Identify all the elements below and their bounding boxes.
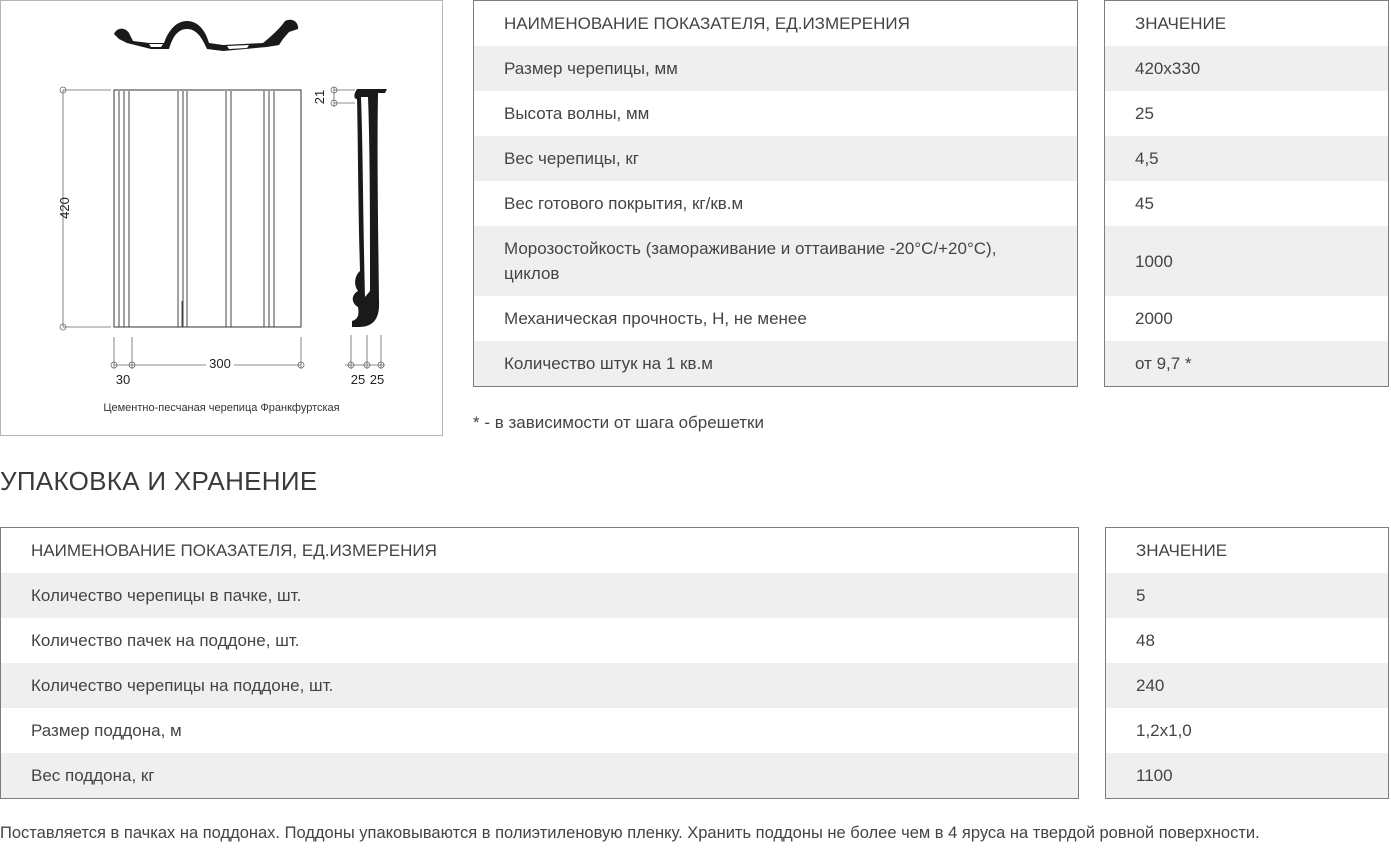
- table-row: [1, 618, 1078, 663]
- row-name: Количество штук на 1 кв.м: [504, 354, 713, 373]
- table-row: [1106, 618, 1388, 663]
- row-value: 4,5: [1135, 149, 1159, 168]
- row-value: 25: [1135, 104, 1154, 123]
- packaging-value-table: [1105, 527, 1389, 799]
- row-value: 420х330: [1135, 59, 1201, 78]
- table-row: [1105, 341, 1388, 386]
- table-row: [474, 296, 1077, 341]
- specs-header-value: ЗНАЧЕНИЕ: [1135, 14, 1227, 33]
- drawing-caption: Цементно-песчаная черепица Франкфуртская: [103, 402, 340, 414]
- row-name: Размер поддона, м: [31, 721, 182, 740]
- table-row: [1106, 708, 1388, 753]
- table-row: [474, 136, 1077, 181]
- dimension-height: 420: [57, 197, 72, 219]
- table-row: [474, 341, 1077, 386]
- dimension-profile-height: 21: [312, 89, 327, 105]
- tile-grooves: [119, 91, 274, 327]
- row-value: 5: [1136, 586, 1146, 605]
- table-row: [1106, 663, 1388, 708]
- row-value: 2000: [1135, 309, 1173, 328]
- packaging-header-value: ЗНАЧЕНИЕ: [1136, 541, 1228, 560]
- row-name: Механическая прочность, Н, не менее: [504, 309, 807, 328]
- packaging-note: Поставляется в пачках на поддонах. Поддоны упаковываются в полиэтиленовую пленку. Хранить поддоны не более чем в 4 яруса на твердой ровной поверхности.: [0, 824, 1260, 842]
- table-row: [1105, 91, 1388, 136]
- table-row: [1105, 226, 1388, 296]
- packaging-title: УПАКОВКА И ХРАНЕНИЕ: [0, 466, 318, 496]
- specs-footnote: * - в зависимости от шага обрешетки: [473, 413, 764, 432]
- specs-header-row: [1105, 1, 1388, 46]
- dimension-side-a: 25: [350, 372, 366, 387]
- table-row: [1, 753, 1078, 798]
- table-row: [1, 573, 1078, 618]
- row-value: от 9,7 *: [1135, 354, 1192, 373]
- row-name: Количество пачек на поддоне, шт.: [31, 631, 300, 650]
- table-row: [474, 91, 1077, 136]
- packaging-header-name: НАИМЕНОВАНИЕ ПОКАЗАТЕЛЯ, ЕД.ИЗМЕРЕНИЯ: [31, 541, 437, 560]
- row-name: Размер черепицы, мм: [504, 59, 678, 78]
- row-name: Высота волны, мм: [504, 104, 650, 123]
- row-value: 1100: [1136, 766, 1173, 785]
- table-row: [474, 46, 1077, 91]
- row-name: Морозостойкость (замораживание и оттаивание -20°C/+20°C),: [504, 239, 997, 258]
- row-name: Вес черепицы, кг: [504, 149, 639, 168]
- tile-drawing-svg: [1, 1, 444, 437]
- dimension-left-offset: 30: [115, 372, 131, 387]
- row-value: 45: [1135, 194, 1154, 213]
- table-row: [1, 708, 1078, 753]
- dimension-side-b: 25: [369, 372, 385, 387]
- row-value: 1,2х1,0: [1136, 721, 1192, 740]
- table-row: [474, 226, 1077, 296]
- packaging-header-row: [1106, 528, 1388, 573]
- table-row: [1106, 573, 1388, 618]
- table-row: [1105, 136, 1388, 181]
- table-row: [1106, 753, 1388, 798]
- tile-front-view: [114, 90, 301, 327]
- table-row: [1105, 46, 1388, 91]
- packaging-header-row: [1, 528, 1078, 573]
- table-row: [1105, 296, 1388, 341]
- packaging-name-table: [0, 527, 1079, 799]
- tile-drawing: [0, 0, 443, 436]
- row-name: Количество черепицы в пачке, шт.: [31, 586, 302, 605]
- table-row: [474, 181, 1077, 226]
- specs-header-row: [474, 1, 1077, 46]
- row-value: 240: [1136, 676, 1165, 695]
- specs-header-name: НАИМЕНОВАНИЕ ПОКАЗАТЕЛЯ, ЕД.ИЗМЕРЕНИЯ: [504, 14, 910, 33]
- table-row: [1105, 181, 1388, 226]
- row-name: Вес поддона, кг: [31, 766, 155, 785]
- row-name-line2: циклов: [504, 264, 560, 283]
- row-value: 1000: [1135, 251, 1173, 271]
- tile-profile-top: [114, 20, 298, 51]
- row-value: 48: [1136, 631, 1155, 650]
- table-row: [1, 663, 1078, 708]
- row-name: Количество черепицы на поддоне, шт.: [31, 676, 334, 695]
- specs-name-table: [473, 0, 1078, 387]
- row-name: Вес готового покрытия, кг/кв.м: [504, 194, 744, 213]
- dimension-width: 300: [209, 356, 231, 371]
- specs-value-table: [1104, 0, 1389, 387]
